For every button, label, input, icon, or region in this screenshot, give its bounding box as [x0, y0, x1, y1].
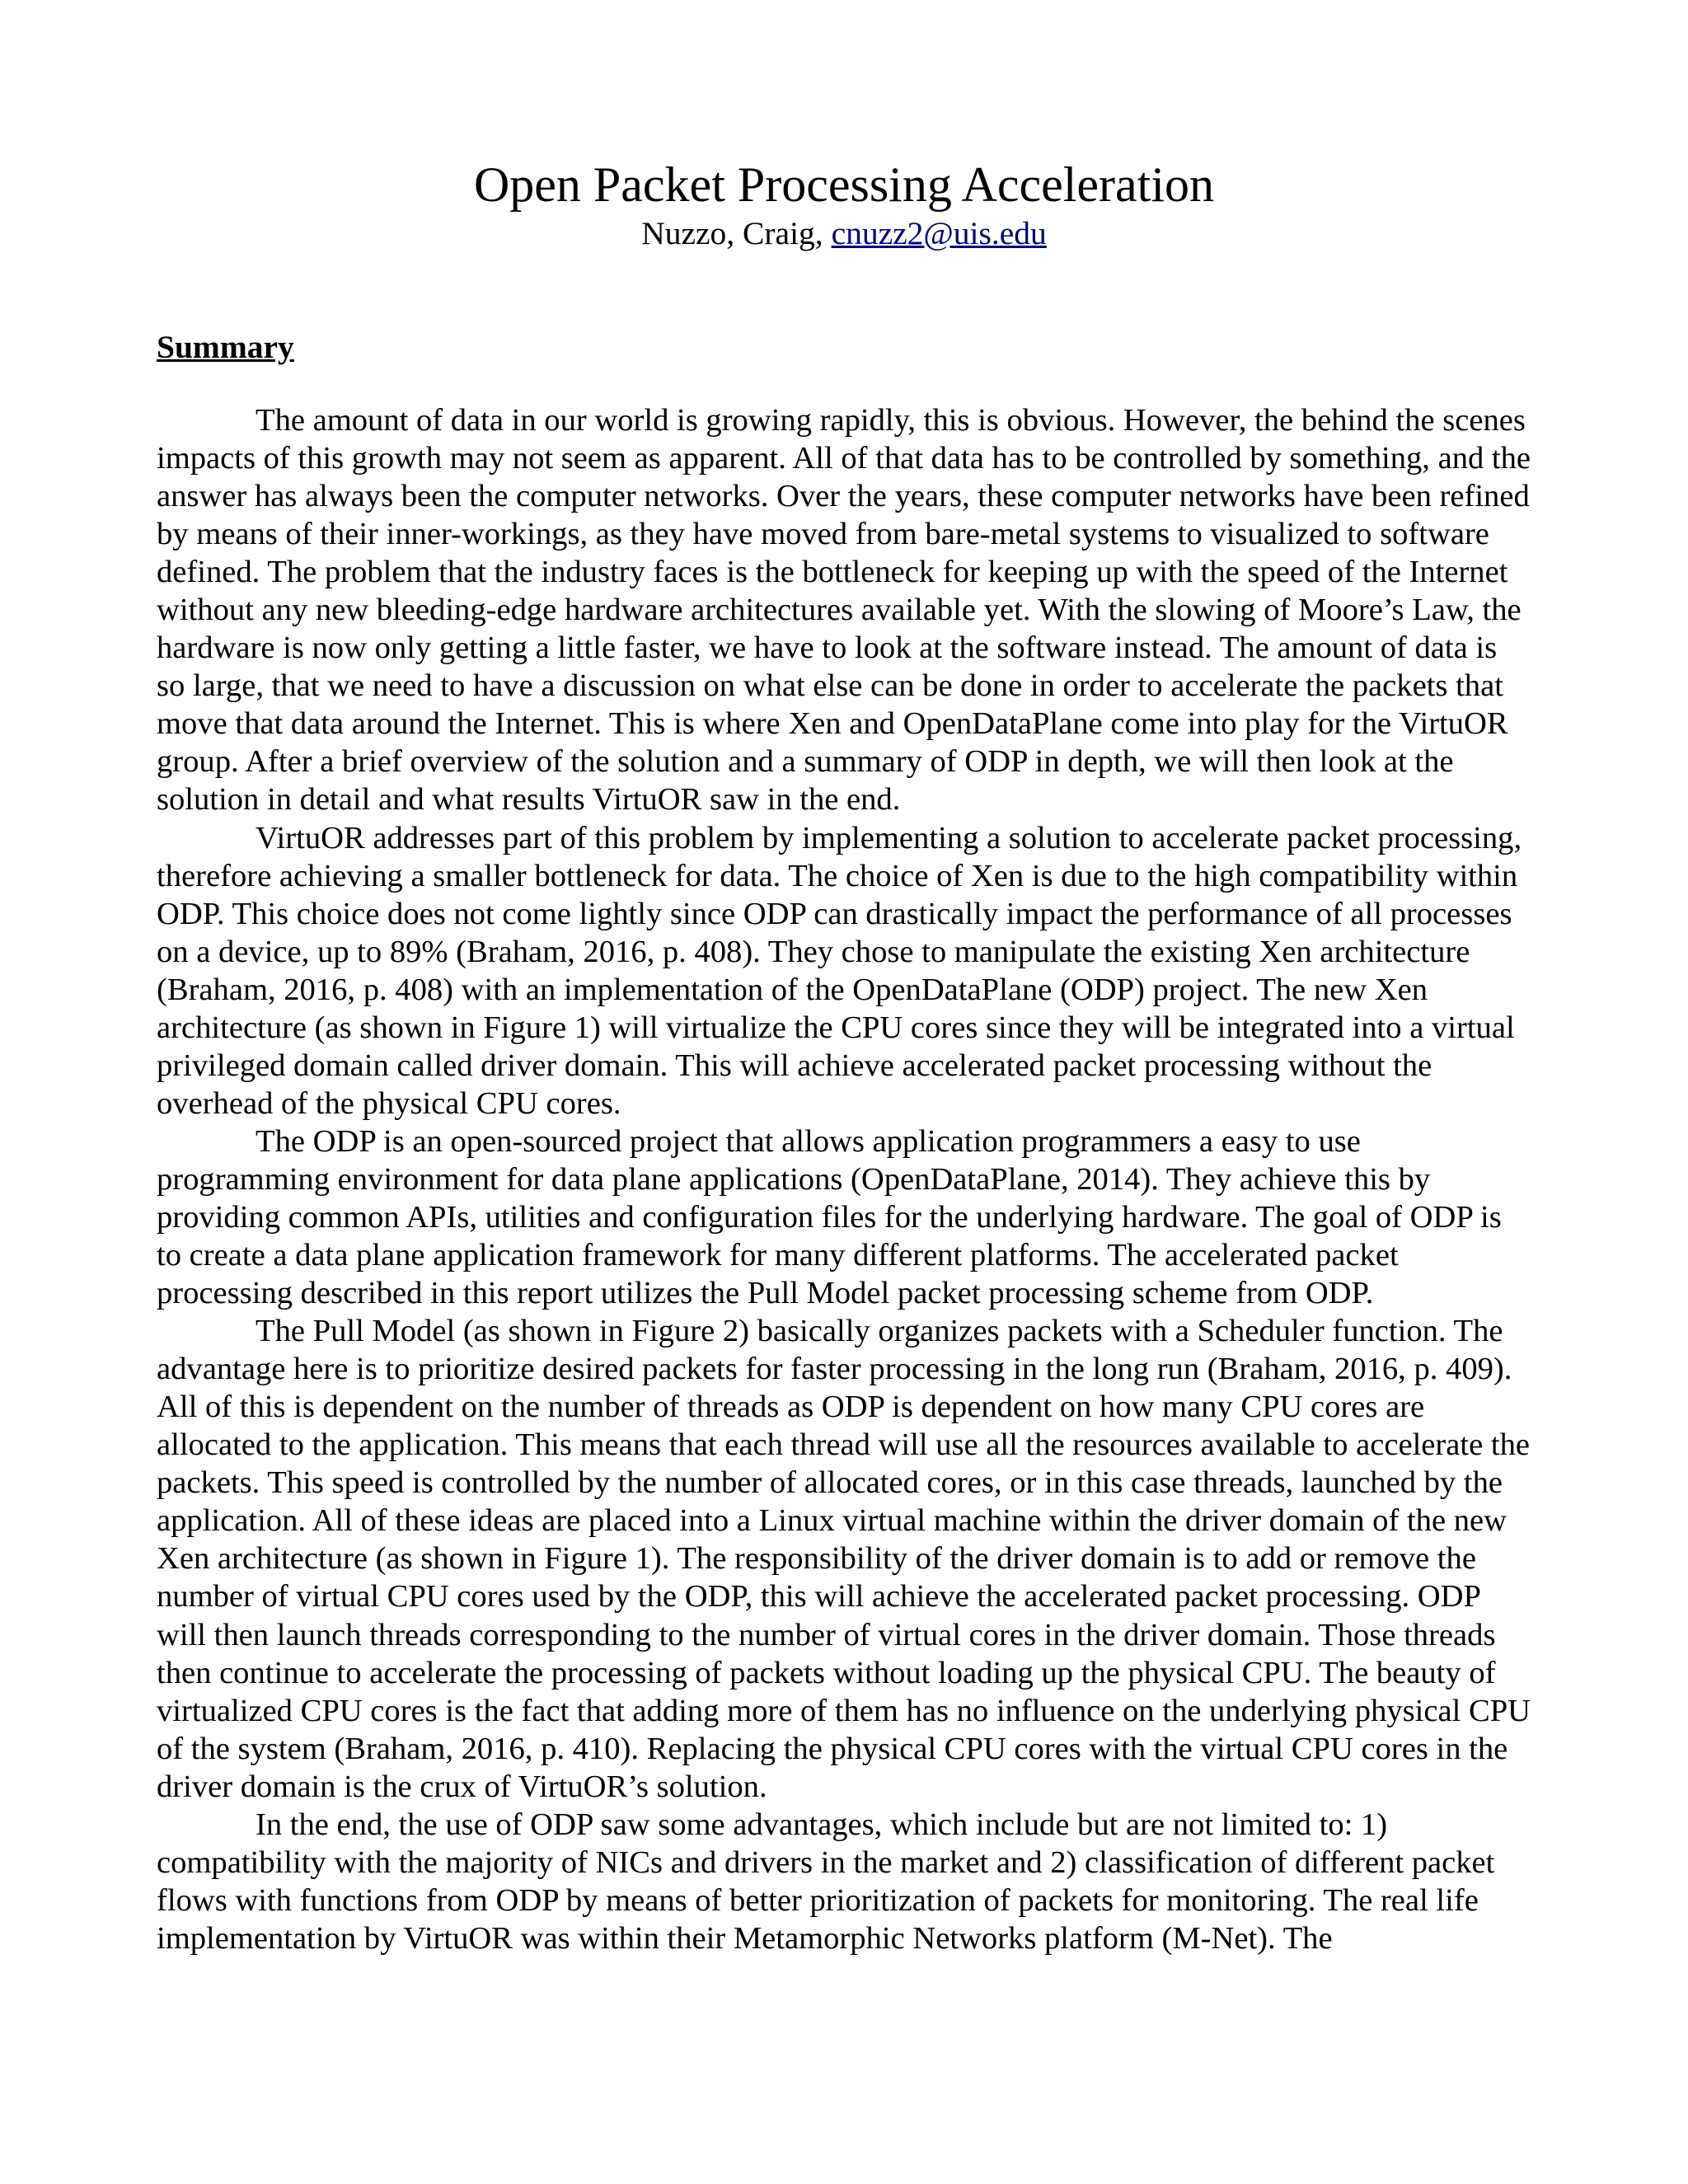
author-name: Nuzzo, Craig, [641, 215, 832, 251]
paragraph-odp-overview: The ODP is an open-sourced project that allows application programmers a easy to use programming environment for data plane applications (OpenDataPlane, 2014). They achieve this by providing common APIs, utilities and configuration files for the underlying hardware. The goal of ODP is to create a data plane application framework for many different platforms. The accelerated packet processing described in this report utilizes the Pull Model packet processing scheme from ODP. [157, 1123, 1502, 1311]
author-email-link[interactable]: cnuzz2@uis.edu [831, 215, 1047, 251]
paragraph-pull-model: The Pull Model (as shown in Figure 2) basically organizes packets with a Scheduler function. The advantage here is to prioritize desired packets for faster processing in the long run (Braham, 2016, p. 409). All of this is dependent on the number of threads as ODP is dependent on how many CPU cores are allocated to the application. This means that each thread will use all the resources available to accelerate the packets. This speed is controlled by the number of allocated cores, or in this case threads, launched by the application. All of these ideas are placed into a Linux virtual machine within the driver domain of the new Xen architecture (as shown in Figure 1). The responsibility of the driver domain is to add or remove the number of virtual CPU cores used by the ODP, this will achieve the accelerated packet processing. ODP will then launch threads corresponding to the number of virtual cores in the driver domain. Those threads then continue to accelerate the processing of packets without loading up the physical CPU. The beauty of virtualized CPU cores is the fact that adding more of them has no influence on the underlying physical CPU of the system (Braham, 2016, p. 410). Replacing the physical CPU cores with the virtual CPU cores in the driver domain is the crux of VirtuOR’s solution. [157, 1314, 1531, 1804]
paragraph-intro: The amount of data in our world is growing rapidly, this is obvious. However, the behind the scenes impacts of this growth may not seem as apparent. All of that data has to be controlled by something, and the answer has always been the computer networks. Over the years, these computer networks have been refined by means of their inner-workings, as they have moved from bare-metal systems to visualized to software defined. The problem that the industry faces is the bottleneck for keeping up with the speed of the Internet without any new bleeding-edge hardware architectures available yet. With the slowing of Moore’s Law, the hardware is now only getting a little faster, we have to look at the software instead. The amount of data is so large, that we need to have a discussion on what else can be done in order to accelerate the packets that move that data around the Internet. This is where Xen and OpenDataPlane come into play for the VirtuOR group. After a brief overview of the solution and a summary of ODP in depth, we will then look at the solution in detail and what results VirtuOR saw in the end. [157, 403, 1531, 818]
paragraph-results: In the end, the use of ODP saw some advantages, which include but are not limited to: 1) compatibility with the majority of NICs and drivers in the market and 2) classification of different packet flows with functions from ODP by means of better prioritization of packets for monitoring. The real life implementation by VirtuOR was within their Metamorphic Networks platform (M-Net). The [157, 1807, 1495, 1956]
paragraph-virtuor-solution: VirtuOR addresses part of this problem by implementing a solution to accelerate packet processing, therefore achieving a smaller bottleneck for data. The choice of Xen is due to the high compatibility within ODP. This choice does not come lightly since ODP can drastically impact the performance of all processes on a device, up to 89% (Braham, 2016, p. 408). They chose to manipulate the existing Xen architecture (Braham, 2016, p. 408) with an implementation of the OpenDataPlane (ODP) project. The new Xen architecture (as shown in Figure 1) will virtualize the CPU cores since they will be integrated into a virtual privileged domain called driver domain. This will achieve accelerated packet processing without the overhead of the physical CPU cores. [157, 820, 1522, 1121]
page-title: Open Packet Processing Acceleration [473, 157, 1215, 212]
author-line [0, 214, 1688, 252]
section-heading-summary: Summary [157, 329, 294, 365]
summary-body [157, 401, 1531, 1957]
